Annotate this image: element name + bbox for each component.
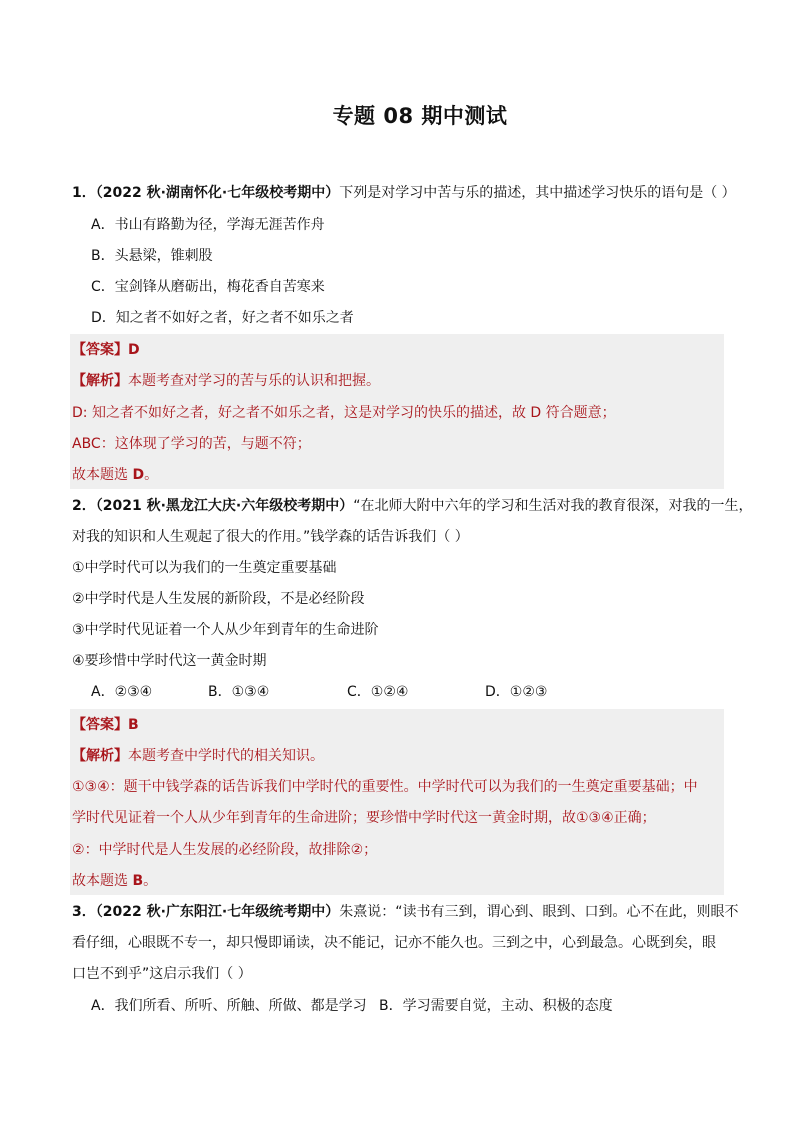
question-1-source: （2022 秋·湖南怀化·七年级校考期中） (95, 185, 340, 201)
question-2-analysis (72, 746, 732, 766)
question-3-option-b: B．学习需要自觉，主动、积极的态度 (379, 998, 613, 1014)
question-2-option-c: C．①②④ (347, 684, 409, 700)
answer-value: B (128, 717, 139, 733)
analysis-line-text: ：题干中钱学森的话告诉我们中学时代的重要性。中学时代可以为我们的一生奠定重要基础；中 (109, 779, 698, 795)
question-1-stem (72, 183, 736, 203)
question-1-option-c: C．宝剑锋从磨砺出，梅花香自苦寒来 (91, 279, 325, 295)
conclusion-suffix: 。 (143, 873, 158, 889)
page-title (0, 100, 794, 130)
question-2-number: 2． (72, 498, 96, 514)
question-2-option-d: D．①②③ (485, 684, 548, 700)
analysis-key: ② (72, 842, 85, 858)
page-title-text: 专题 08 期中测试 (332, 104, 508, 128)
question-2-conclusion (72, 871, 732, 891)
analysis-label: 【解析】 (72, 373, 128, 389)
answer-value: D (128, 342, 140, 358)
conclusion-prefix: 故本题选 (72, 467, 133, 483)
question-1-option-d: D．知之者不如好之者，好之者不如乐之者 (91, 310, 354, 326)
question-2-answer (72, 715, 732, 735)
question-2-stem-line-2: 对我的知识和人生观起了很大的作用。”钱学森的话告诉我们（ ） (72, 529, 469, 545)
analysis-key: ①③④ (72, 779, 110, 795)
answer-label: 【答案】 (72, 717, 128, 733)
question-2-option-a: A．②③④ (91, 684, 153, 700)
question-3-option-a: A．我们所看、所听、所触、所做、都是学习 (91, 998, 367, 1014)
question-1-analysis-line-2: ABC：这体现了学习的苦，与题不符； (72, 436, 311, 452)
analysis-label: 【解析】 (72, 748, 128, 764)
question-2-answer-block (70, 709, 724, 895)
question-2-text-1: “在北师大附中六年的学习和生活对我的教育很深，对我的一生， (353, 498, 753, 514)
question-1-analysis (72, 371, 732, 391)
analysis-text: 本题考查对学习的苦与乐的认识和把握。 (128, 373, 380, 389)
question-2-analysis-line-1 (72, 777, 732, 797)
analysis-text: 本题考查中学时代的相关知识。 (128, 748, 324, 764)
question-1-option-a: A．书山有路勤为径，学海无涯苦作舟 (91, 217, 325, 233)
question-2-stem-line-1 (72, 496, 753, 516)
conclusion-prefix: 故本题选 (72, 873, 133, 889)
question-3-text-1: 朱熹说：“读书有三到，谓心到、眼到、口到。心不在此，则眼不 (339, 904, 739, 920)
analysis-line-text: ：中学时代是人生发展的必经阶段，故排除 (84, 842, 351, 858)
question-2-analysis-line-2 (72, 808, 732, 828)
question-3-source: （2022 秋·广东阳江·七年级统考期中） (95, 904, 340, 920)
analysis-line-text: 学时代见证着一个人从少年到青年的生命进阶；要珍惜中学时代这一黄金时期，故 (72, 810, 576, 826)
question-1-option-b: B．头悬梁，锥刺股 (91, 248, 213, 264)
question-2-statement-2: ②中学时代是人生发展的新阶段，不是必经阶段 (72, 591, 365, 607)
question-3-number: 3． (72, 904, 96, 920)
question-2-source: （2021 秋·黑龙江大庆·六年级校考期中） (95, 498, 354, 514)
question-2-analysis-line-3 (72, 840, 732, 860)
question-1-number: 1． (72, 185, 96, 201)
question-2-statement-1: ①中学时代可以为我们的一生奠定重要基础 (72, 560, 337, 576)
answer-label: 【答案】 (72, 342, 128, 358)
question-2-option-b: B．①③④ (208, 684, 270, 700)
conclusion-suffix: 。 (144, 467, 159, 483)
question-3-stem-line-1 (72, 902, 739, 922)
question-2-statement-3: ③中学时代见证着一个人从少年到青年的生命进阶 (72, 622, 379, 638)
conclusion-value: D (132, 467, 145, 483)
analysis-key: ①③④ (576, 810, 614, 826)
question-1-conclusion (72, 465, 732, 485)
conclusion-value: B (132, 873, 144, 889)
question-1-analysis-line-1: D: 知之者不如好之者，好之者不如乐之者，这是对学习的快乐的描述，故 D 符合题意； (72, 405, 616, 421)
question-2-statement-4: ④要珍惜中学时代这一黄金时期 (72, 653, 267, 669)
question-3-stem-line-3: 口岂不到乎”这启示我们（ ） (72, 966, 252, 982)
question-1-answer (72, 340, 732, 360)
question-1-text: 下列是对学习中苦与乐的描述，其中描述学习快乐的语句是（ ） (339, 185, 736, 201)
analysis-key: ② (350, 842, 364, 858)
question-3-stem-line-2: 看仔细，心眼既不专一，却只慢即诵读，决不能记，记亦不能久也。三到之中，心到最急。心既到矣，眼 (72, 935, 716, 951)
analysis-line-suffix: 正确； (613, 810, 656, 826)
analysis-line-suffix: ； (363, 842, 378, 858)
